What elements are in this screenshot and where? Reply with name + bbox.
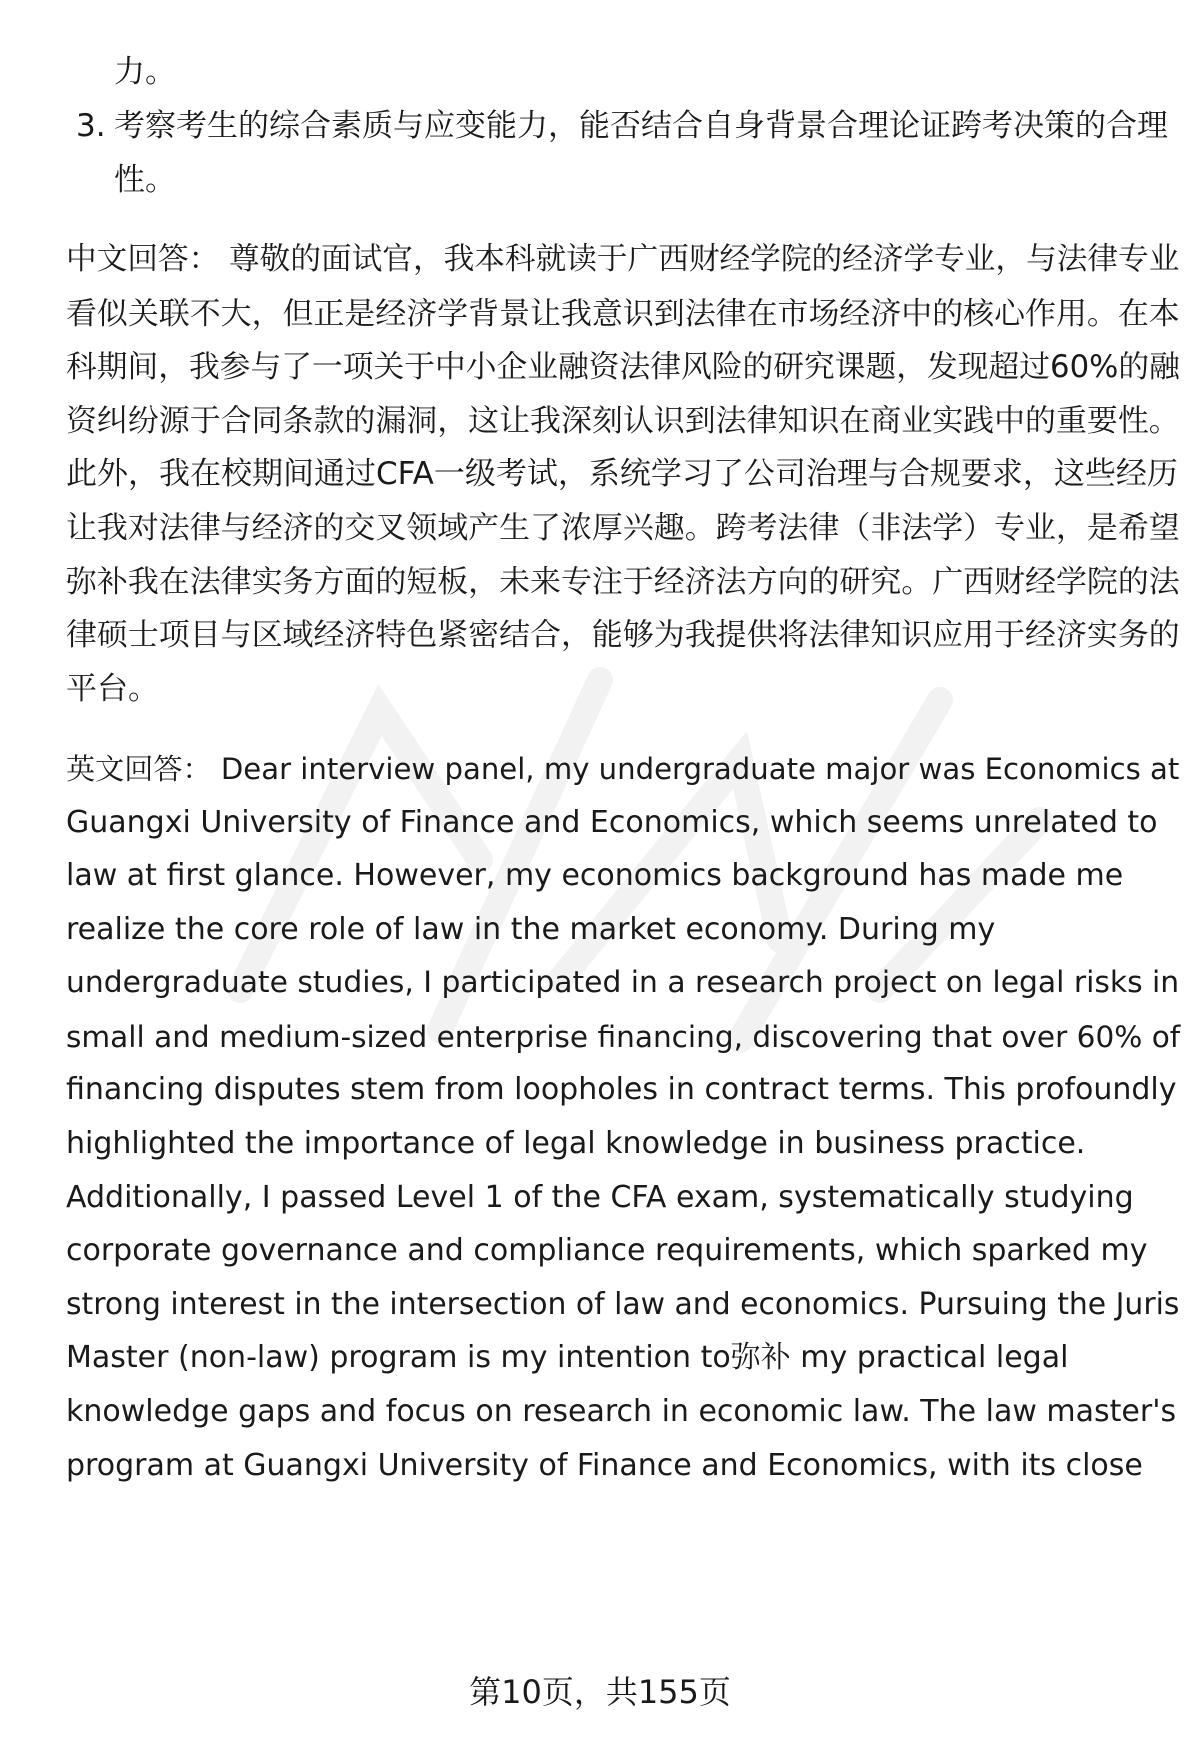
list-item-3-line: 考察考生的综合素质与应变能力，能否结合自身背景合理论证跨考决策的合理 — [114, 108, 1168, 144]
chinese-answer-line: 科期间，我参与了一项关于中小企业融资法律风险的研究课题，发现超过60%的融 — [66, 349, 1180, 385]
english-answer-line: 英文回答： Dear interview panel, my undergraduate major was Economics at — [66, 752, 1180, 786]
chinese-answer-line: 弥补我在法律实务方面的短板，未来专注于经济法方向的研究。广西财经学院的法 — [66, 564, 1180, 600]
list-item-2-tail: 力。 — [114, 54, 176, 90]
english-answer-line: program at Guangxi University of Finance and Economics, with its close — [66, 1448, 1143, 1483]
page-number-footer: 第10页，共155页 — [469, 1673, 731, 1711]
english-answer-line: Master (non-law) program is my intention to弥补 my practical legal — [66, 1340, 1069, 1375]
chinese-answer-line: 让我对法律与经济的交叉领域产生了浓厚兴趣。跨考法律（非法学）专业，是希望 — [66, 510, 1180, 546]
chinese-answer-line: 资纠纷源于合同条款的漏洞，这让我深刻认识到法律知识在商业实践中的重要性。 — [66, 403, 1180, 439]
english-answer-line: corporate governance and compliance requirements, which sparked my — [66, 1233, 1148, 1268]
english-answer-line: law at first glance. However, my economics background has made me — [66, 858, 1124, 893]
english-answer-line: realize the core role of law in the market economy. During my — [66, 912, 996, 947]
english-answer-line: knowledge gaps and focus on research in economic law. The law master's — [66, 1394, 1177, 1429]
english-answer-line: undergraduate studies, I participated in a research project on legal risks in — [66, 965, 1180, 1000]
english-answer-line: highlighted the importance of legal knowledge in business practice. — [66, 1126, 1086, 1161]
chinese-answer-line: 此外，我在校期间通过CFA一级考试，系统学习了公司治理与合规要求，这些经历 — [66, 456, 1178, 492]
chinese-answer-line: 平台。 — [66, 671, 159, 707]
english-answer-line: financing disputes stem from loopholes in contract terms. This profoundly — [66, 1072, 1177, 1107]
chinese-answer-line: 中文回答： 尊敬的面试官，我本科就读于广西财经学院的经济学专业，与法律专业 — [66, 242, 1180, 277]
chinese-answer-line: 看似关联不大，但正是经济学背景让我意识到法律在市场经济中的核心作用。在本 — [66, 296, 1180, 332]
english-answer-line: strong interest in the intersection of law and economics. Pursuing the Juris — [66, 1287, 1180, 1322]
english-answer-line: Additionally, I passed Level 1 of the CFA exam, systematically studying — [66, 1180, 1134, 1215]
list-item-3-number: 3. — [76, 108, 106, 144]
chinese-answer-line: 律硕士项目与区域经济特色紧密结合，能够为我提供将法律知识应用于经济实务的 — [66, 617, 1180, 653]
english-answer-line: small and medium-sized enterprise financing, discovering that over 60% of — [66, 1020, 1181, 1054]
english-answer-line: Guangxi University of Finance and Economics, which seems unrelated to — [66, 805, 1158, 840]
list-item-3-line: 性。 — [114, 162, 176, 198]
